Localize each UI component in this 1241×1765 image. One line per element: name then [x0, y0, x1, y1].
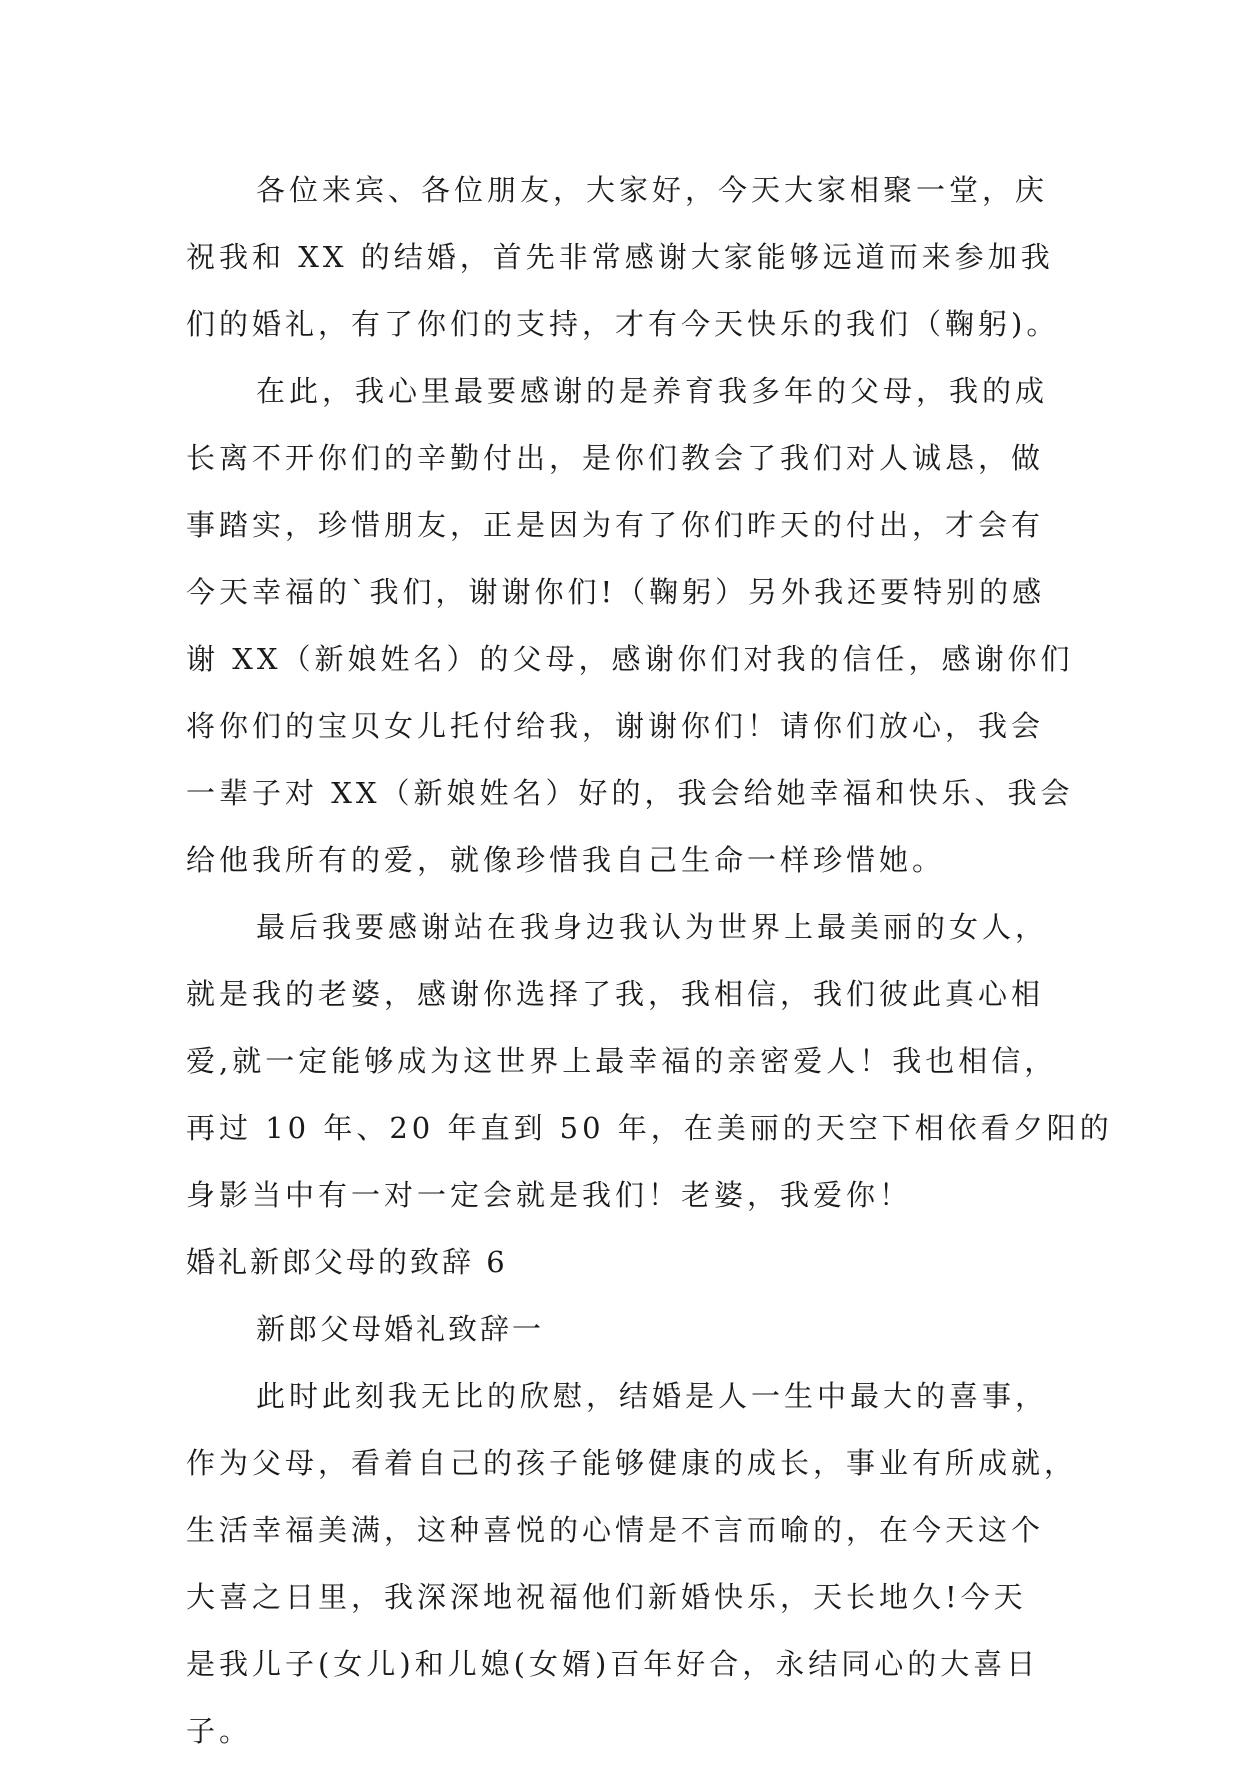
text-line: 各位来宾、各位朋友，大家好，今天大家相聚一堂，庆 — [256, 173, 1049, 207]
text-line: 祝我和 XX 的结婚，首先非常感谢大家能够远道而来参加我 — [186, 240, 1054, 274]
text-line: 们的婚礼，有了你们的支持，才有今天快乐的我们（鞠躬)。 — [186, 307, 1060, 341]
subsection-title: 新郎父母婚礼致辞一 — [256, 1312, 545, 1346]
text-line: 长离不开你们的辛勤付出，是你们教会了我们对人诚恳，做 — [186, 441, 1045, 475]
text-line: 给他我所有的爱，就像珍惜我自己生命一样珍惜她。 — [186, 843, 946, 877]
text-line: 最后我要感谢站在我身边我认为世界上最美丽的女人， — [256, 910, 1049, 944]
text-line: 此时此刻我无比的欣慰，结婚是人一生中最大的喜事， — [256, 1379, 1049, 1413]
paragraph-welcome — [186, 157, 1060, 358]
text-line: 今天幸福的`我们，谢谢你们!（鞠躬）另外我还要特别的感 — [186, 575, 1046, 609]
text-line: 将你们的宝贝女儿托付给我，谢谢你们！请你们放心，我会 — [186, 709, 1045, 743]
paragraph-thanks-wife — [186, 894, 1113, 1229]
text-line: 生活幸福美满，这种喜悦的心情是不言而喻的，在今天这个 — [186, 1513, 1045, 1547]
paragraph-thanks-parents — [186, 358, 1074, 894]
text-line: 身影当中有一对一定会就是我们！老婆，我爱你！ — [186, 1178, 913, 1212]
paragraph-parents-speech — [186, 1363, 1078, 1765]
text-line: 谢 XX（新娘姓名）的父母，感谢你们对我的信任，感谢你们 — [186, 642, 1074, 676]
section-title: 婚礼新郎父母的致辞 6 — [186, 1245, 508, 1279]
document-body — [186, 157, 1113, 1765]
text-line: 就是我的老婆，感谢你选择了我，我相信，我们彼此真心相 — [186, 977, 1045, 1011]
text-line: 在此，我心里最要感谢的是养育我多年的父母，我的成 — [256, 374, 1049, 408]
text-line: 子。 — [186, 1714, 253, 1748]
text-line: 作为父母，看着自己的孩子能够健康的成长，事业有所成就， — [186, 1446, 1078, 1480]
text-line: 再过 10 年、20 年直到 50 年，在美丽的天空下相依看夕阳的 — [186, 1111, 1113, 1145]
text-line: 事踏实，珍惜朋友，正是因为有了你们昨天的付出，才会有 — [186, 508, 1045, 542]
text-line: 一辈子对 XX（新娘姓名）好的，我会给她幸福和快乐、我会 — [186, 776, 1074, 810]
text-line: 是我儿子(女儿)和儿媳(女婿)百年好合，永结同心的大喜日 — [186, 1647, 1040, 1681]
text-line: 大喜之日里，我深深地祝福他们新婚快乐，天长地久!今天 — [186, 1580, 1027, 1614]
text-line: 爱,就一定能够成为这世界上最幸福的亲密爱人！我也相信， — [186, 1044, 1058, 1078]
